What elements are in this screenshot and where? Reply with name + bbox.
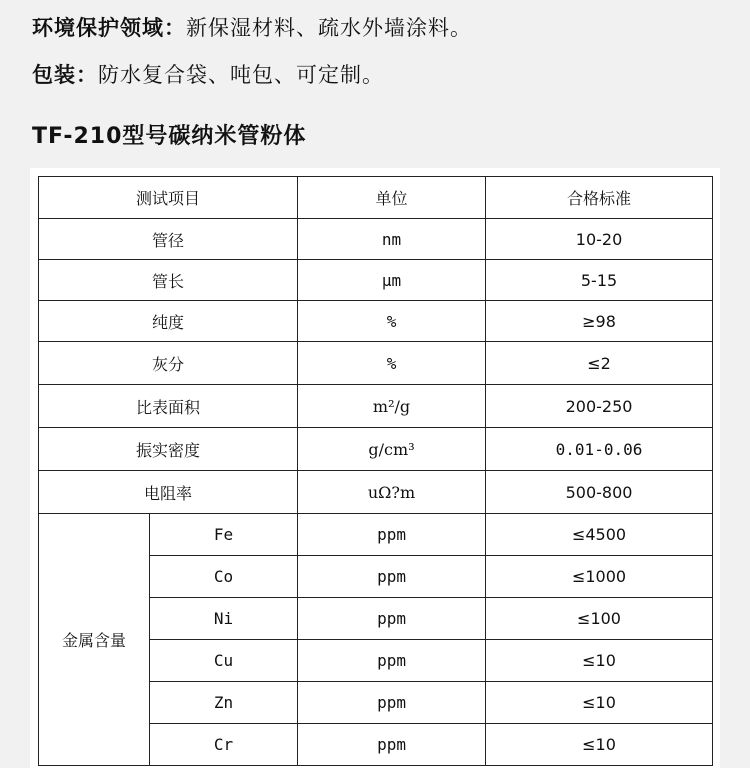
table-row [39, 219, 713, 260]
metal-unit: ppm [298, 640, 486, 682]
row-standard: 500-800 [486, 471, 713, 514]
header-test-item: 测试项目 [39, 177, 298, 219]
row-unit: % [298, 342, 486, 385]
intro-line-environment [32, 12, 472, 42]
row-item: 灰分 [39, 342, 298, 385]
metal-unit: ppm [298, 724, 486, 766]
section-title: TF-210型号碳纳米管粉体 [32, 124, 307, 149]
table-row [39, 385, 713, 428]
row-unit: nm [298, 219, 486, 260]
metal-standard: ≤100 [486, 598, 713, 640]
row-standard: ≤2 [486, 342, 713, 385]
metal-row [39, 514, 713, 556]
metal-element: Cr [150, 724, 298, 766]
intro-line-packaging [32, 59, 384, 89]
header-standard: 合格标准 [486, 177, 713, 219]
row-item: 纯度 [39, 301, 298, 342]
metal-unit: ppm [298, 682, 486, 724]
metal-unit: ppm [298, 556, 486, 598]
metal-standard: ≤10 [486, 682, 713, 724]
row-standard: 0.01-0.06 [486, 428, 713, 471]
metal-standard: ≤10 [486, 640, 713, 682]
table-header-row [39, 177, 713, 219]
row-unit: % [298, 301, 486, 342]
metal-unit: ppm [298, 514, 486, 556]
table-row [39, 471, 713, 514]
table-row [39, 342, 713, 385]
header-unit: 单位 [298, 177, 486, 219]
spec-table [38, 176, 713, 766]
metal-element: Ni [150, 598, 298, 640]
packaging-text: 防水复合袋、吨包、可定制。 [98, 63, 384, 87]
row-item: 管长 [39, 260, 298, 301]
row-item: 管径 [39, 219, 298, 260]
environment-label: 环境保护领域： [32, 16, 186, 40]
row-standard: ≥98 [486, 301, 713, 342]
row-item: 电阻率 [39, 471, 298, 514]
row-standard: 5-15 [486, 260, 713, 301]
environment-text: 新保湿材料、疏水外墙涂料。 [186, 16, 472, 40]
table-row [39, 260, 713, 301]
metal-group-label: 金属含量 [39, 514, 150, 766]
row-item: 振实密度 [39, 428, 298, 471]
table-row [39, 301, 713, 342]
metal-element: Co [150, 556, 298, 598]
row-unit: μm [298, 260, 486, 301]
row-standard: 200-250 [486, 385, 713, 428]
metal-element: Cu [150, 640, 298, 682]
metal-standard: ≤1000 [486, 556, 713, 598]
row-unit: g/cm³ [298, 428, 486, 471]
metal-element: Zn [150, 682, 298, 724]
packaging-label: 包装： [32, 63, 98, 87]
row-item: 比表面积 [39, 385, 298, 428]
metal-standard: ≤4500 [486, 514, 713, 556]
row-unit: uΩ?m [298, 471, 486, 514]
table-row [39, 428, 713, 471]
metal-element: Fe [150, 514, 298, 556]
metal-unit: ppm [298, 598, 486, 640]
row-standard: 10-20 [486, 219, 713, 260]
row-unit: m²/g [298, 385, 486, 428]
metal-standard: ≤10 [486, 724, 713, 766]
